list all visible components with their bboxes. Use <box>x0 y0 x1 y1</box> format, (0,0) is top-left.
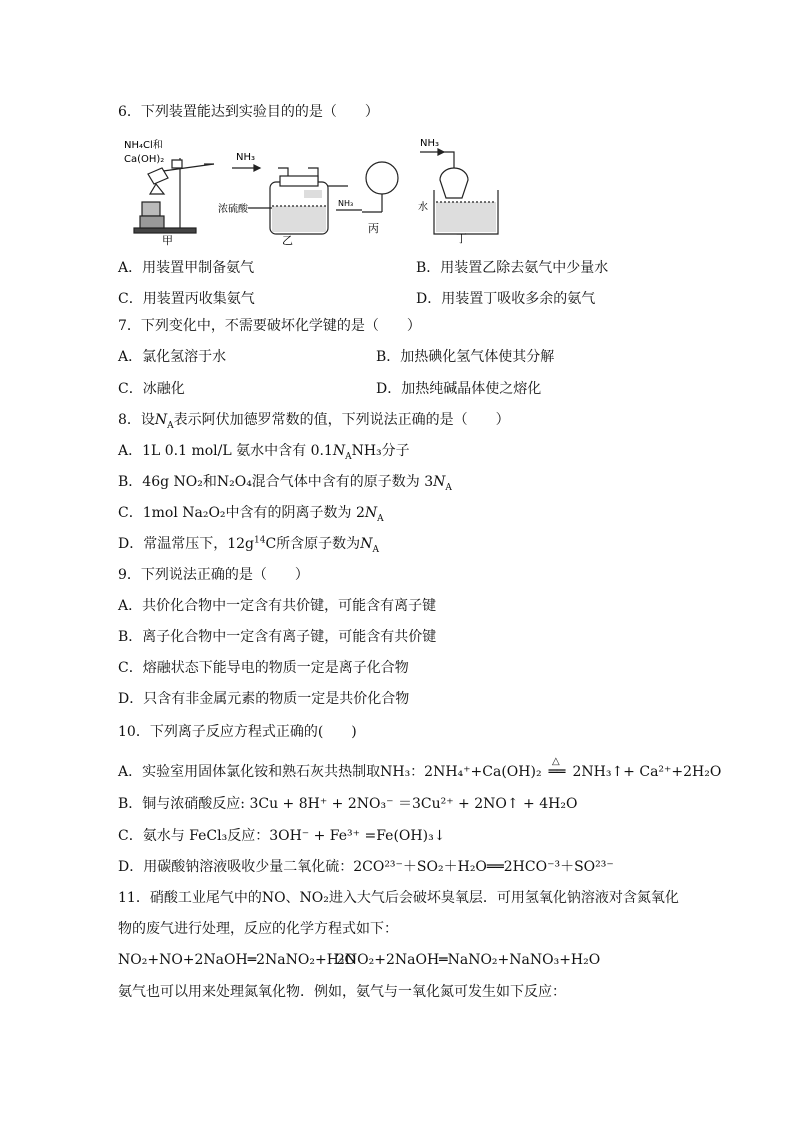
q10-option-c: C．氨水与 FeCl₃反应：3OH⁻ + Fe³⁺ =Fe(OH)₃↓ <box>118 828 446 844</box>
q7-option-c: C．冰融化 <box>118 381 185 397</box>
q10-option-b: B．铜与浓硝酸反应: 3Cu + 8H⁺ + 2NO₃⁻ ＝3Cu²⁺ + 2NO↑ + 4H₂O <box>118 796 578 812</box>
q6-stem: 6．下列装置能达到实验目的的是（ ） <box>118 104 379 120</box>
label-acid: 浓硫酸 <box>218 204 248 215</box>
label-nh3-b: NH₃ <box>338 199 354 208</box>
label-ding: 丁 <box>456 232 467 245</box>
q11-equation-2: 2NO₂+2NaOH═NaNO₂+NaNO₃+H₂O <box>336 952 601 968</box>
label-jia: 甲 <box>162 234 173 246</box>
q11-equation-1: NO₂+NO+2NaOH═2NaNO₂+H₂O <box>118 952 357 968</box>
apparatus-ding <box>420 149 498 234</box>
q8-stem: 8．设$N_A$表示阿伏加德罗常数的值，下列说法正确的是（ ） <box>118 412 510 431</box>
q7-option-b: B．加热碘化氢气体使其分解 <box>376 349 555 365</box>
label-nh3-c: NH₃ <box>420 138 440 149</box>
q8-option-d: D．常温常压下，$12g^{14}C$所含原子数为$N_A$ <box>118 535 379 555</box>
q9-option-a: A．共价化合物中一定含有共价键，可能含有离子键 <box>118 598 437 614</box>
label-jia-reagent2: Ca(OH)₂ <box>124 154 165 165</box>
q10-option-a: A．实验室用固体氯化铵和熟石灰共热制取NH₃：2NH₄⁺+Ca(OH)₂ △ ══ 2NH₃↑+ Ca²⁺+2H₂O <box>118 756 722 780</box>
label-bing: 丙 <box>368 222 379 235</box>
q8-option-a: A．1L 0.1 mol/L 氨水中含有 $0.1N_ANH_3$分子 <box>118 443 410 462</box>
q9-stem: 9．下列说法正确的是（ ） <box>118 567 309 583</box>
q11-stem-line2: 物的废气进行处理，反应的化学方程式如下： <box>118 921 398 937</box>
q9-option-d: D．只含有非金属元素的物质一定是共价化合物 <box>118 691 410 707</box>
q6-option-d: D．用装置丁吸收多余的氨气 <box>416 291 596 307</box>
q7-option-a: A．氯化氢溶于水 <box>118 349 227 365</box>
q11-stem-line3: 氨气也可以用来处理氮氧化物．例如，氨气与一氧化氮可发生如下反应： <box>118 984 566 1000</box>
q11-stem-line1: 11．硝酸工业尾气中的NO、NO₂进入大气后会破坏臭氧层．可用氢氧化钠溶液对含氮氧化 <box>118 890 679 906</box>
q6-option-a: A．用装置甲制备氨气 <box>118 260 255 276</box>
q9-option-b: B．离子化合物中一定含有离子键，可能含有共价键 <box>118 629 437 645</box>
q6-option-b: B．用装置乙除去氨气中少量水 <box>416 260 609 276</box>
label-yi: 乙 <box>282 234 293 246</box>
label-nh3-a: NH₃ <box>236 152 256 163</box>
q8-option-b: B．46g NO₂和N₂O₄混合气体中含有的原子数为 $3N_A$ <box>118 474 452 493</box>
apparatus-yi <box>232 165 348 234</box>
q8-option-c: C．1mol Na₂O₂中含有的阴离子数为 $2N_A$ <box>118 505 384 524</box>
q7-stem: 7．下列变化中，不需要破坏化学键的是（ ） <box>118 318 421 334</box>
label-jia-reagent1: NH₄Cl和 <box>124 140 163 151</box>
apparatus-jia <box>134 158 214 233</box>
q10-option-d: D．用碳酸钠溶液吸收少量二氧化硫：2CO²³⁻＋SO₂＋H₂O══2HCO⁻³＋SO²³⁻ <box>118 859 614 875</box>
apparatus-figure <box>118 136 688 246</box>
q6-option-c: C．用装置丙收集氨气 <box>118 291 255 307</box>
q7-option-d: D．加热纯碱晶体使之熔化 <box>376 381 542 397</box>
q10-stem: 10．下列离子反应方程式正确的( ) <box>118 724 357 740</box>
label-water: 水 <box>418 202 428 213</box>
q9-option-c: C．熔融状态下能导电的物质一定是离子化合物 <box>118 660 409 676</box>
